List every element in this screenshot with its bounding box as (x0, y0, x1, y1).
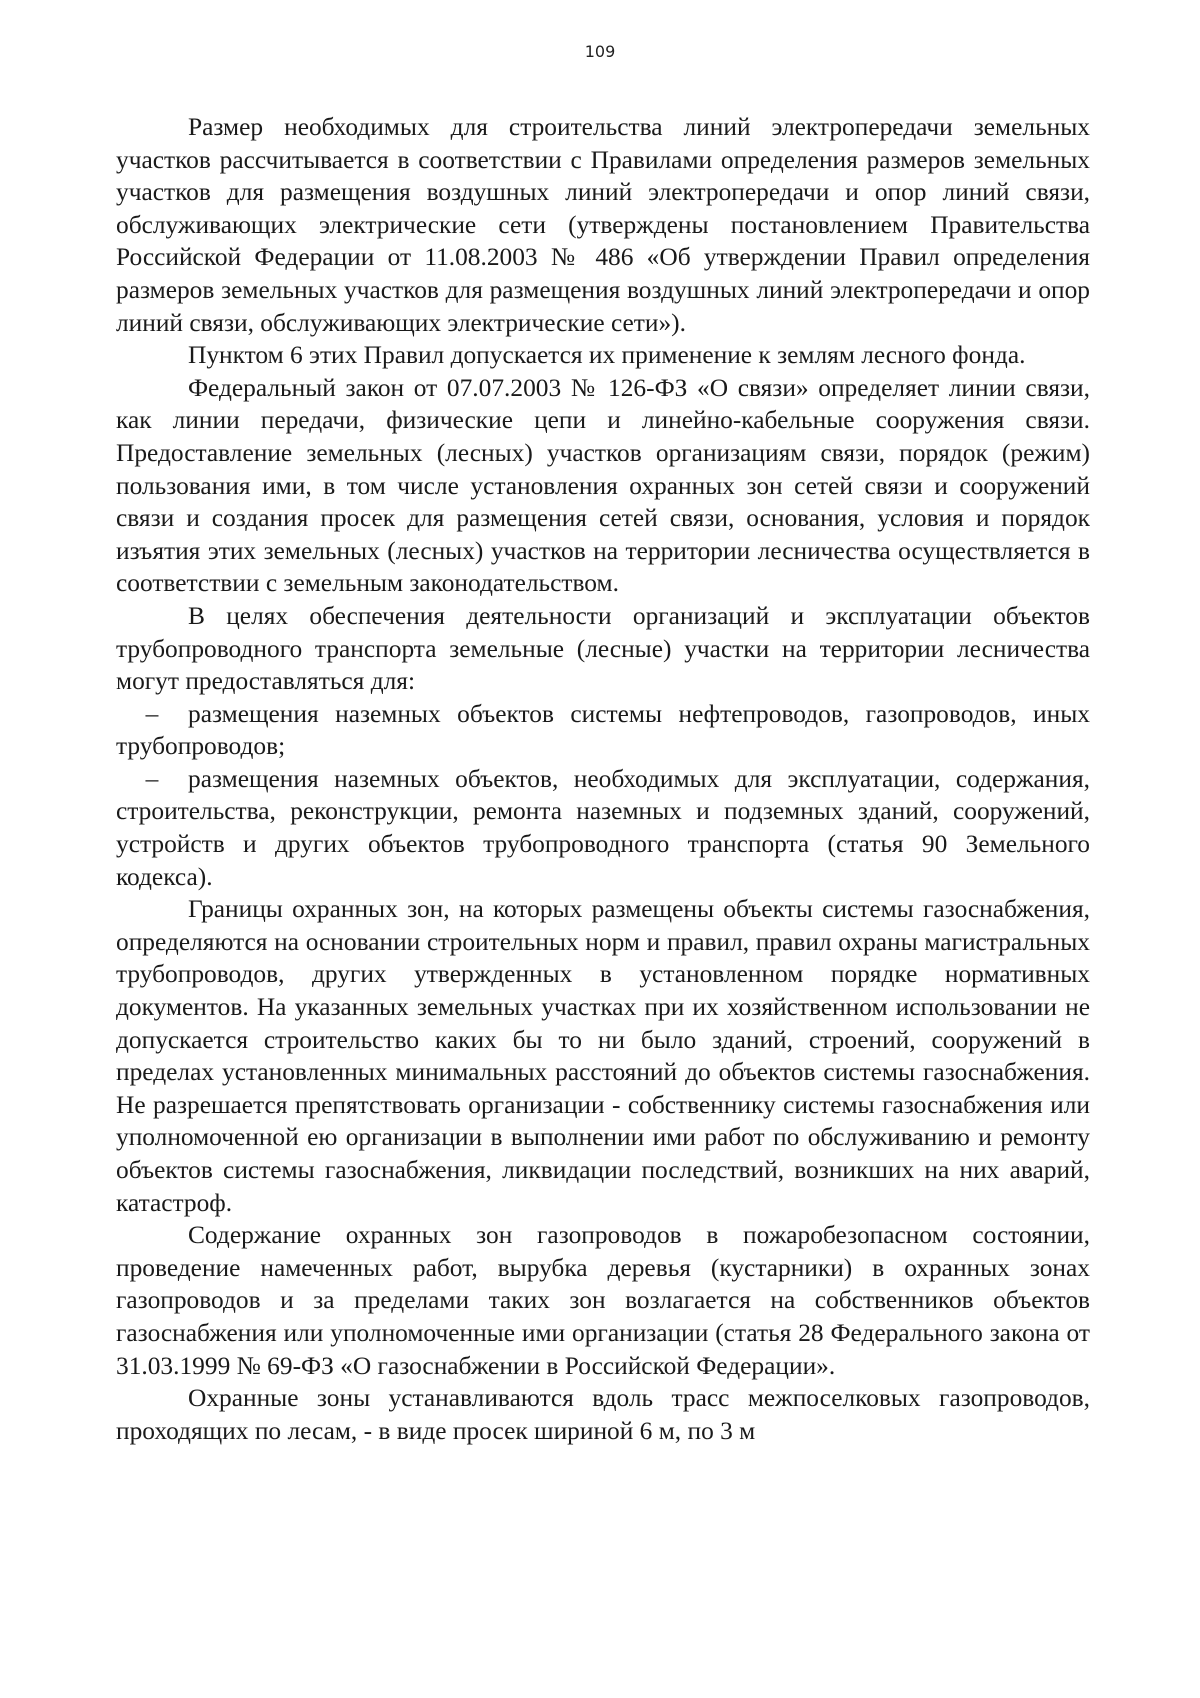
paragraph-power-lines: Размер необходимых для строительства линий электропередачи земельных участков рассчитывается в соответствии с Правилами определения размеров земельных участков для размещения воздушных линий электропередачи и опор линий связи, обслуживающих электрические сети (утверждены постановлением Правительства Российской Федерации от 11.08.2003 № 486 «Об утверждении Правил определения размеров земельных участков для размещения воздушных линий электропередачи и опор линий связи, обслуживающих электрические сети»). (116, 113, 1090, 337)
list-dash-marker: – (145, 764, 159, 793)
paragraph-rule-6: Пунктом 6 этих Правил допускается их применение к землям лесного фонда. (188, 341, 1026, 370)
paragraph-communications-law: Федеральный закон от 07.07.2003 № 126-ФЗ «О связи» определяет линии связи, как линии передачи, физические цепи и линейно-кабельные сооружения связи. Предоставление земельных (лесных) участков организациям связи, порядок (режим) пользования ими, в том числе установления охранных зон сетей связи и сооружений связи и создания просек для размещения сетей связи, основания, условия и порядок изъятия этих земельных (лесных) участков на территории лесничества осуществляется в соответствии с земельным законодательством. (116, 373, 1090, 598)
list-item-text: размещения наземных объектов, необходимых для эксплуатации, содержания, строительства, реконструкции, ремонта наземных и подземных зданий, сооружений, устройств и других объектов трубопроводного транспорта (статья 90 Земельного кодекса). (116, 764, 1090, 891)
paragraph-protection-zones: Границы охранных зон, на которых размещены объекты системы газоснабжения, определяются на основании строительных норм и правил, правил охраны магистральных трубопроводов, других утвержденных в установленном порядке нормативных документов. На указанных земельных участках при их хозяйственном использовании не допускается строительство каких бы то ни было зданий, строений, сооружений в пределах установленных минимальных расстояний до объектов системы газоснабжения. Не разрешается препятствовать организации - собственнику системы газоснабжения или уполномоченной ею организации в выполнении ими работ по обслуживанию и ремонту объектов системы газоснабжения, ликвидации последствий, возникших на них аварий, катастроф. (116, 895, 1090, 1217)
paragraph-fire-safety: Содержание охранных зон газопроводов в пожаробезопасном состоянии, проведение намеченных работ, вырубка деревья (кустарники) в охранных зонах газопроводов и за пределами таких зон возлагается на собственников объектов газоснабжения или уполномоченные ими организации (статья 28 Федерального закона от 31.03.1999 № 69-ФЗ «О газоснабжении в Российской Федерации». (116, 1221, 1090, 1380)
paragraph-pipeline-transport: В целях обеспечения деятельности организаций и эксплуатации объектов трубопроводного транспорта земельные (лесные) участки на территории лесничества могут предоставляться для: (116, 601, 1090, 696)
page-number: 109 (584, 42, 616, 61)
list-item (116, 698, 1090, 763)
body-text (116, 111, 1090, 1447)
paragraph-zone-widths: Охранные зоны устанавливаются вдоль трасс межпоселковых газопроводов, проходящих по лесам, - в виде просек шириной 6 м, по 3 м (116, 1384, 1090, 1445)
list-item (116, 763, 1090, 893)
list-item-text: размещения наземных объектов системы нефтепроводов, газопроводов, иных трубопроводов; (116, 699, 1090, 761)
list-dash-marker: – (145, 699, 159, 728)
